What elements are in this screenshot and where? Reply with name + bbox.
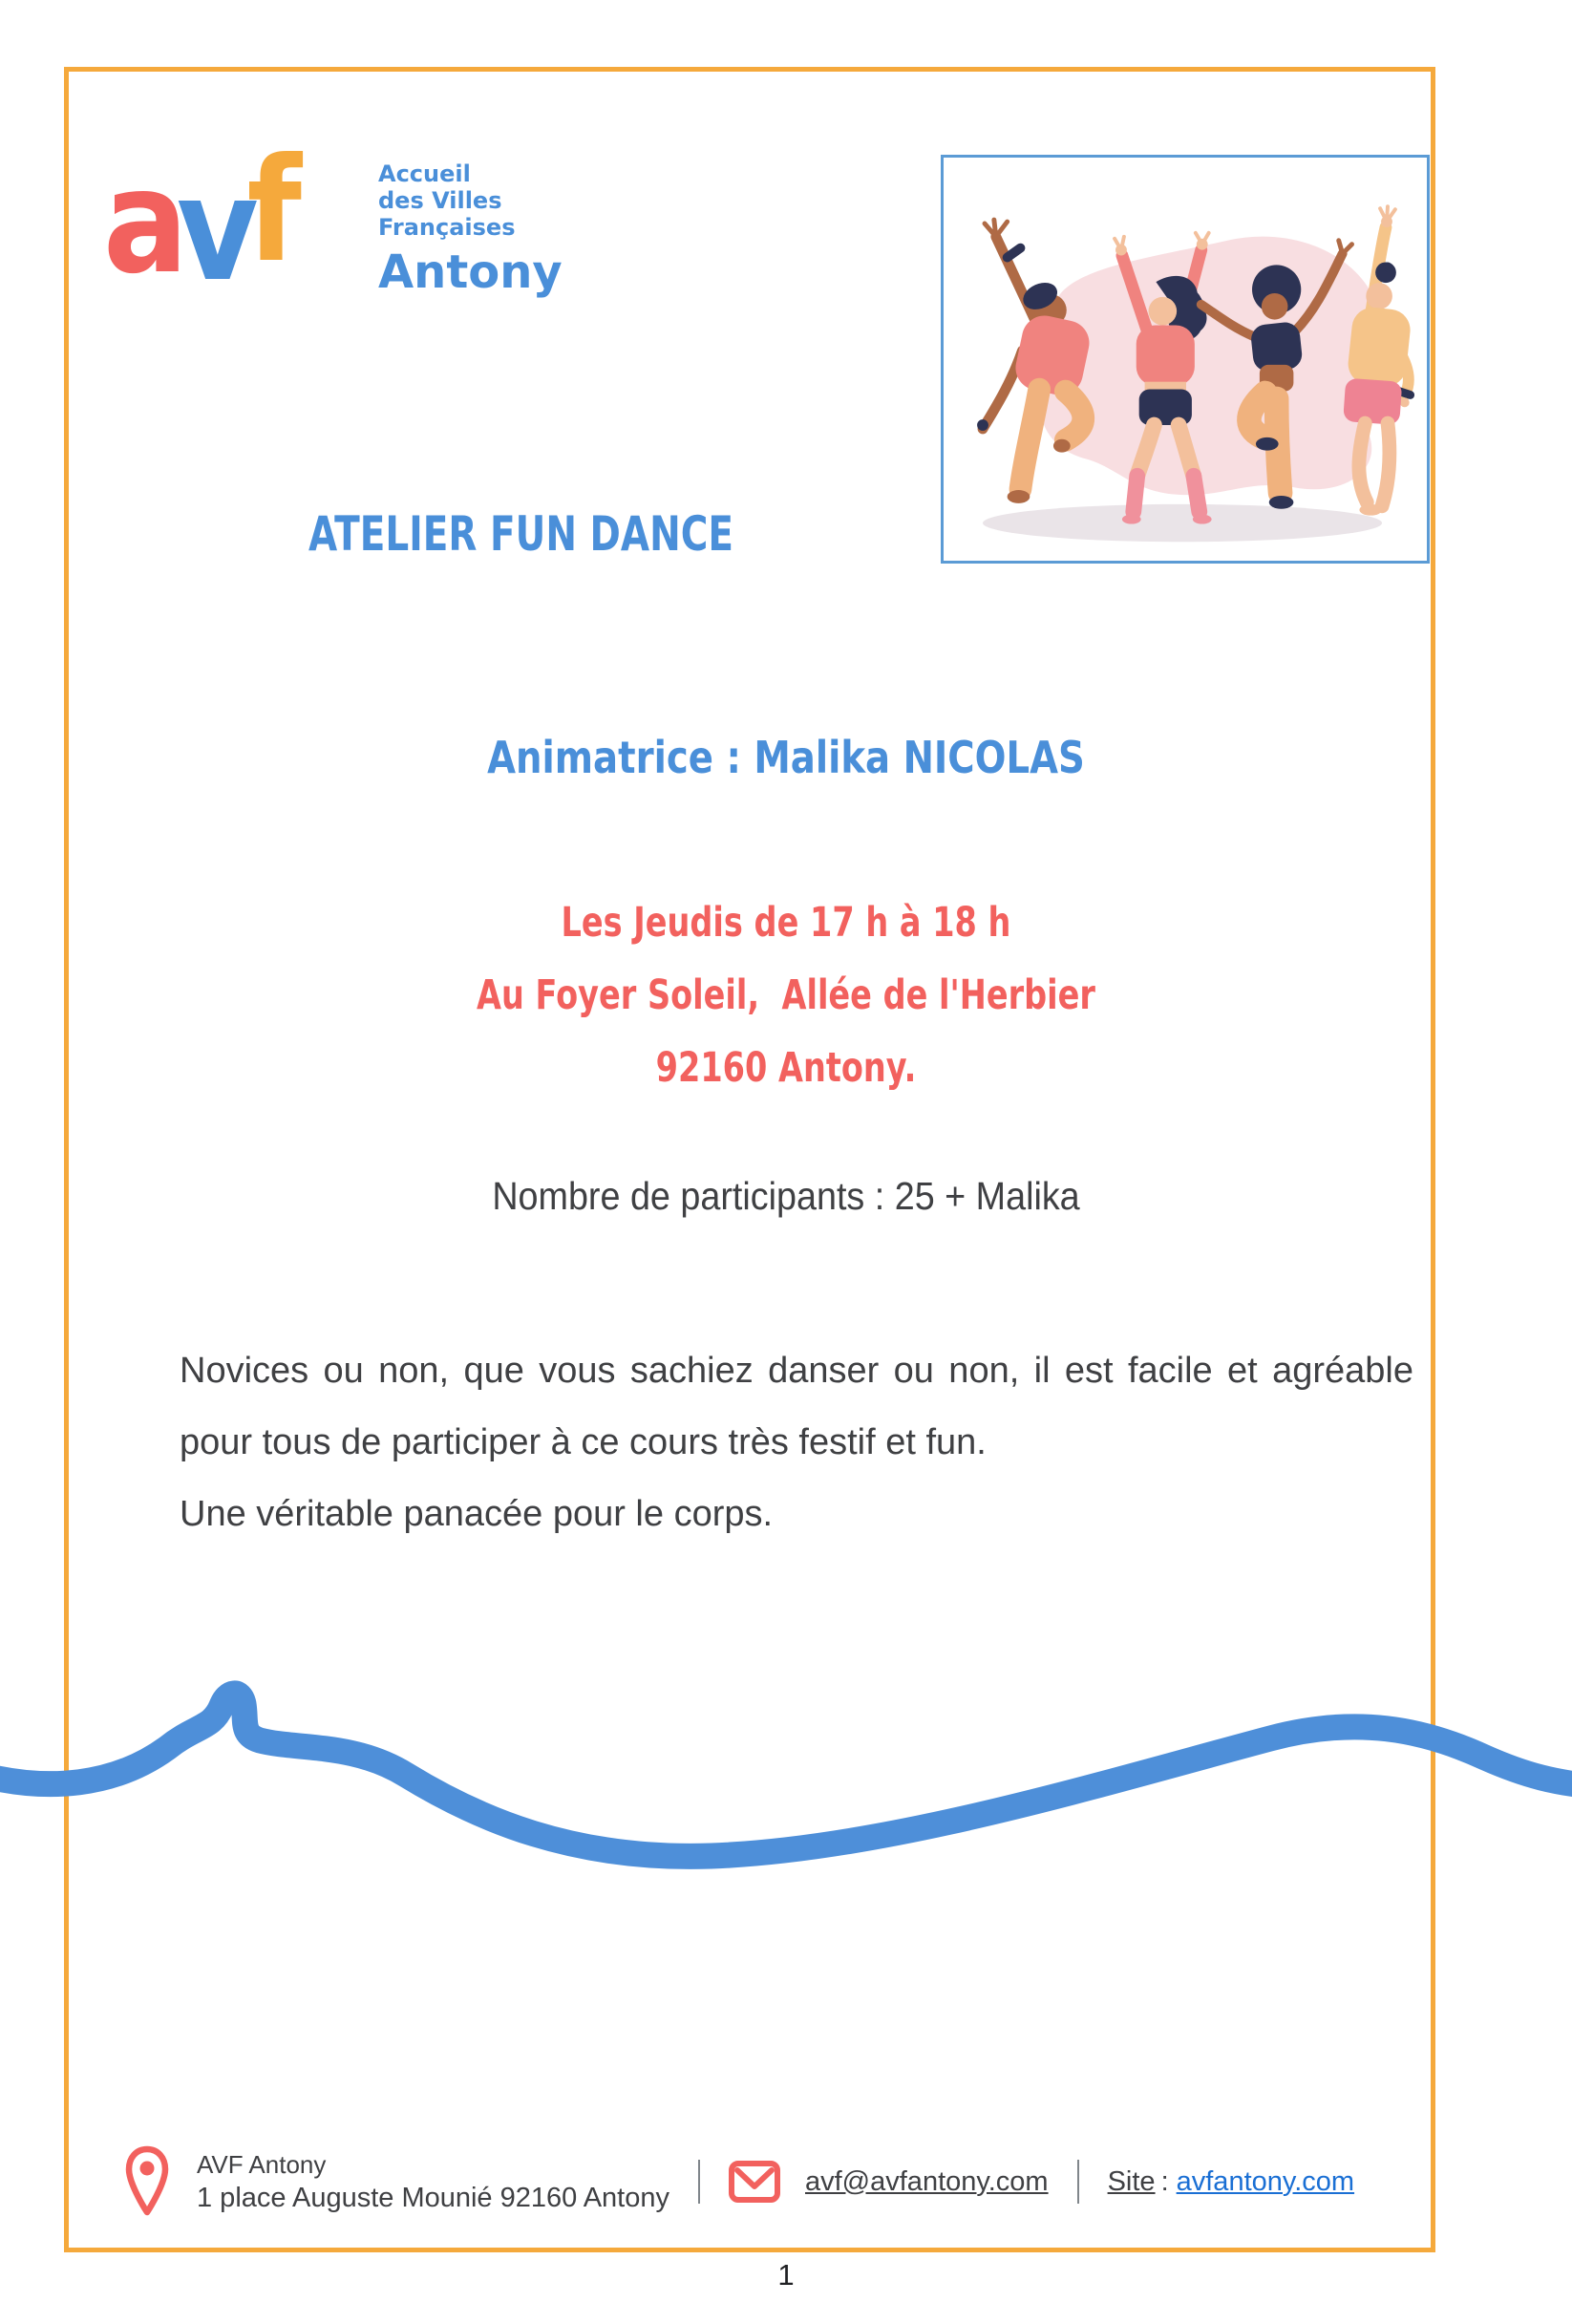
logo-letter-a: a <box>103 139 177 306</box>
avf-logo <box>103 128 563 313</box>
schedule-time: Les Jeudis de 17 h à 18 h <box>561 899 1011 947</box>
participants-line: Nombre de participants : 25 + Malika <box>492 1174 1080 1218</box>
site-block <box>1108 2166 1355 2198</box>
animator-line: Animatrice : Malika NICOLAS <box>487 732 1085 783</box>
logo-city-name: Antony <box>378 245 563 299</box>
email-envelope-icon <box>729 2161 780 2203</box>
logo-org-line: Accueil <box>378 160 471 187</box>
schedule-place: Au Foyer Soleil, Allée de l'Herbier <box>477 971 1095 1019</box>
dancer-1 <box>977 220 1094 503</box>
avf-logo-letters <box>103 128 290 313</box>
site-colon: : <box>1160 2165 1169 2197</box>
footer-divider <box>698 2160 700 2204</box>
footer-divider <box>1077 2160 1079 2204</box>
description-block <box>180 1335 1413 1550</box>
page-number: 1 <box>777 2258 795 2292</box>
wave-decoration <box>0 1679 1572 1951</box>
schedule-block <box>0 886 1572 1104</box>
location-pin-icon <box>124 2143 170 2220</box>
description-paragraph: Novices ou non, que vous sachiez danser ou non, il est facile et agréable pour tous de participer à ce cours très festif et fun. <box>180 1351 1413 1462</box>
footer-org-name: AVF Antony <box>197 2150 327 2179</box>
logo-text-block <box>378 160 703 299</box>
email-link[interactable]: avf@avfantony.com <box>805 2165 1049 2197</box>
footer <box>124 2143 1354 2220</box>
logo-org-line: Françaises <box>378 214 516 241</box>
footer-address-block <box>197 2148 669 2215</box>
logo-letter-f: f <box>246 128 290 294</box>
dancers-illustration <box>944 158 1427 561</box>
dancers-illustration-frame <box>941 155 1430 564</box>
website-link[interactable]: avfantony.com <box>1176 2165 1355 2197</box>
logo-letter-v: v <box>176 147 247 313</box>
dancer-4 <box>1343 206 1413 515</box>
logo-org-line: des Villes <box>378 187 502 214</box>
workshop-title: ATELIER FUN DANCE <box>308 506 734 562</box>
site-label: Site <box>1107 2165 1156 2197</box>
footer-address: 1 place Auguste Mounié 92160 Antony <box>197 2183 669 2213</box>
description-paragraph: Une véritable panacée pour le corps. <box>180 1494 774 1534</box>
schedule-city: 92160 Antony. <box>655 1044 917 1092</box>
